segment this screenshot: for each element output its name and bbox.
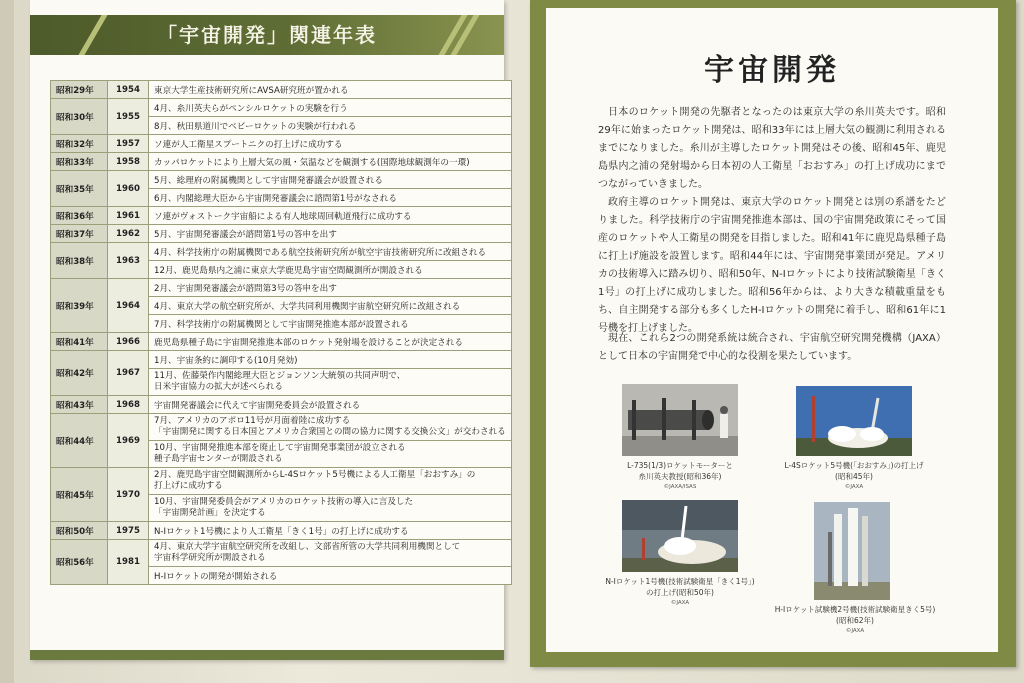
timeline-row [51,351,512,369]
photo-l4s-launch [796,386,912,456]
timeline-row [51,279,512,297]
photo-rocket-motor [622,384,738,456]
timeline-event: 1月、宇宙条約に調印する(10月発効) [149,351,512,369]
wall-edge [0,0,14,683]
timeline-event: N-Iロケット1号機により人工衛星「きく1号」の打上げに成功する [149,522,512,540]
timeline-event: 10月、宇宙開発委員会がアメリカのロケット技術の導入に言及した 「宇宙開発計画」を決定する [149,495,512,522]
timeline-event: 2月、宇宙開発審議会が諮問第3号の答申を出す [149,279,512,297]
timeline-event: 11月、佐藤榮作内閣総理大臣とジョンソン大統領の共同声明で、 日米宇宙協力の拡大が述べられる [149,369,512,396]
timeline-era: 昭和29年 [51,81,108,99]
space-panel-title: 宇宙開発 [704,53,840,88]
timeline-event: 4月、東京大学宇宙航空研究所を改組し、文部省所管の大学共同利用機関として 宇宙科学研究所が開設される [149,540,512,567]
timeline-year: 1955 [108,99,149,135]
timeline-year: 1970 [108,468,149,522]
timeline-year: 1960 [108,171,149,207]
timeline-era: 昭和45年 [51,468,108,522]
timeline-year: 1975 [108,522,149,540]
timeline-row [51,243,512,261]
timeline-event: 鹿児島県種子島に宇宙開発推進本部のロケット発射場を設けることが決定される [149,333,512,351]
timeline-era: 昭和56年 [51,540,108,585]
timeline-era: 昭和32年 [51,135,108,153]
timeline-row [51,153,512,171]
timeline-panel-base [30,650,504,660]
timeline-row [51,99,512,117]
photo-h1-rocket [814,502,890,600]
timeline-year: 1981 [108,540,149,585]
timeline-event: 8月、秋田県道川でベビーロケットの実験が行われる [149,117,512,135]
timeline-era: 昭和50年 [51,522,108,540]
timeline-row [51,135,512,153]
photo-3-caption: N-Iロケット1号機(技術試験衛星「きく1号」) の打上げ(昭和50年) ©JAXA [605,577,755,606]
timeline-panel [30,0,504,660]
timeline-row [51,468,512,495]
timeline-row [51,540,512,567]
timeline-year: 1957 [108,135,149,153]
timeline-title: 「宇宙開発」関連年表 [157,23,377,47]
timeline-era: 昭和44年 [51,414,108,468]
timeline-row [51,225,512,243]
timeline-event: カッパロケットにより上層大気の風・気温などを観測する(国際地球観測年の一環) [149,153,512,171]
timeline-year: 1969 [108,414,149,468]
paragraph-3: 現在、これら2つの開発系統は統合され、宇宙航空研究開発機構（JAXA）として日本の宇宙開発で中心的な役割を果たしています。 [598,333,946,362]
timeline-table [50,80,512,585]
timeline-era: 昭和43年 [51,396,108,414]
timeline-event: 5月、宇宙開発審議会が諮問第1号の答申を出す [149,225,512,243]
timeline-row [51,396,512,414]
timeline-event: 2月、鹿児島宇宙空間観測所からL-4Sロケット5号機による人工衛星「おおすみ」の 打上げに成功する [149,468,512,495]
photo-4-caption: H-Iロケット試験機2号機(技術試験衛星きく5号) (昭和62年) ©JAXA [774,605,936,634]
timeline-event: 6月、内閣総理大臣から宇宙開発審議会に諮問第1号がなされる [149,189,512,207]
timeline-event: H-Iロケットの開発が開始される [149,567,512,585]
timeline-era: 昭和37年 [51,225,108,243]
timeline-event: 12月、鹿児島県内之浦に東京大学鹿児島宇宙空間観測所が開設される [149,261,512,279]
timeline-row [51,333,512,351]
timeline-year: 1954 [108,81,149,99]
paragraph-2: 政府主導のロケット開発は、東京大学のロケット開発とは別の系譜をたどりました。科学技術庁の宇宙開発推進本部は、国の宇宙開発政策にそって国産のロケットや人工衛星の開発を目指しました。昭和41年に鹿児島県種子島に打上げ施設を設置します。昭和44年には、宇宙開発事業団が発足。アメリカの技術導入に踏み切り、昭和50年、N-Iロケットにより技術試験衛星「きく1号」の打上げに成功しました。昭和56年からは、より大きな積載重量をもち、自主開発する部分も多くしたH-Iロケットの開発に着手し、昭和61年に1号機を打上げました。 [598,197,946,334]
timeline-row [51,81,512,99]
timeline-era: 昭和36年 [51,207,108,225]
timeline-year: 1967 [108,351,149,396]
timeline-year: 1962 [108,225,149,243]
photo-1-caption: L-735(1/3)ロケットモーターと 糸川英夫教授(昭和36年) ©JAXA/ISAS [627,461,733,490]
timeline-event: 7月、アメリカのアポロ11号が月面着陸に成功する 「宇宙開発に関する日本国とアメリカ合衆国との間の協力に関する交換公文」が交わされる [149,414,512,441]
timeline-era: 昭和35年 [51,171,108,207]
timeline-event: 10月、宇宙開発推進本部を廃止して宇宙開発事業団が設立される 種子島宇宙センターが開設される [149,441,512,468]
timeline-era: 昭和39年 [51,279,108,333]
timeline-event: 東京大学生産技術研究所にAVSA研究班が置かれる [149,81,512,99]
timeline-event: 5月、総理府の附属機関として宇宙開発審議会が設置される [149,171,512,189]
timeline-row [51,414,512,441]
timeline-event: ソ連がヴォストーク宇宙船による有人地球周回軌道飛行に成功する [149,207,512,225]
timeline-year: 1958 [108,153,149,171]
timeline-event: 7月、科学技術庁の附属機関として宇宙開発推進本部が設置される [149,315,512,333]
timeline-era: 昭和30年 [51,99,108,135]
photo-2-caption: L-4Sロケット5号機(「おおすみ」)の打上げ (昭和45年) ©JAXA [784,461,924,490]
timeline-row [51,522,512,540]
timeline-era: 昭和42年 [51,351,108,396]
paragraph-1: 日本のロケット開発の先駆者となったのは東京大学の糸川英夫です。昭和29年に始まったロケット開発は、昭和33年には上層大気の観測に利用されるまでになりました。糸川が主導したロケット開発はその後、昭和45年、鹿児島県内之浦の発射場から日本初の人工衛星「おおすみ」の打上げ成功にまでつながっていきました。 [598,107,946,190]
timeline-year: 1961 [108,207,149,225]
timeline-event: 4月、糸川英夫らがペンシルロケットの実験を行う [149,99,512,117]
timeline-era: 昭和41年 [51,333,108,351]
photo-n1-launch [622,500,738,572]
timeline-event: ソ連が人工衛星スプートニクの打上げに成功する [149,135,512,153]
timeline-event: 4月、東京大学の航空研究所が、大学共同利用機関宇宙航空研究所に改組される [149,297,512,315]
timeline-era: 昭和38年 [51,243,108,279]
timeline-year: 1968 [108,396,149,414]
timeline-event: 4月、科学技術庁の附属機関である航空技術研究所が航空宇宙技術研究所に改組される [149,243,512,261]
timeline-year: 1963 [108,243,149,279]
timeline-row [51,171,512,189]
timeline-year: 1964 [108,279,149,333]
timeline-row [51,207,512,225]
timeline-era: 昭和33年 [51,153,108,171]
timeline-event: 宇宙開発審議会に代えて宇宙開発委員会が設置される [149,396,512,414]
timeline-year: 1966 [108,333,149,351]
